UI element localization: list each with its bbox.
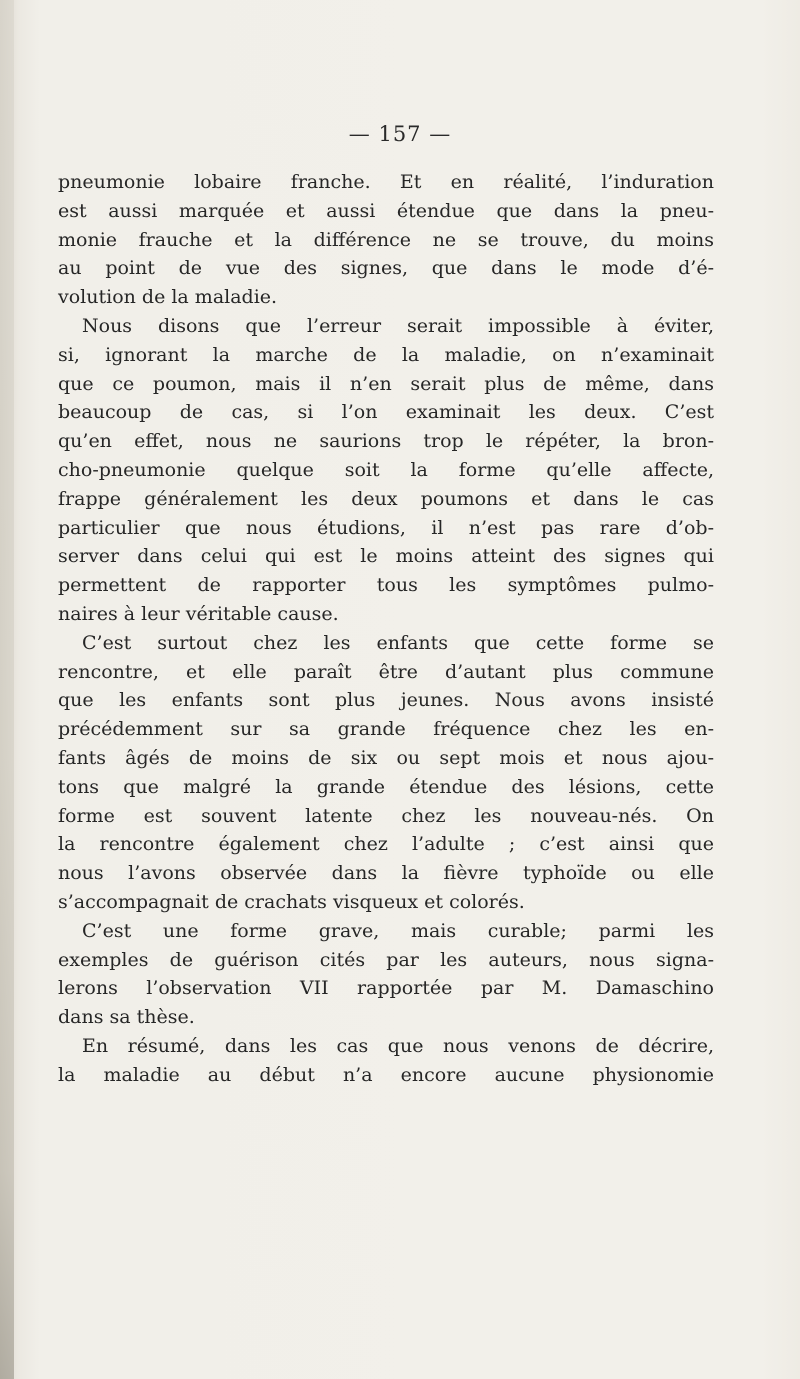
text-line: server dans celui qui est le moins atteint des signes qui bbox=[58, 545, 714, 568]
text-line: volution de la maladie. bbox=[58, 286, 278, 309]
text-line: qu’en effet, nous ne saurions trop le répéter, la bron- bbox=[58, 430, 714, 453]
text-line: Nous disons que l’erreur serait impossible à éviter, bbox=[82, 314, 714, 337]
text-line: tons que malgré la grande étendue des lésions, cette bbox=[58, 775, 714, 798]
text-line: la maladie au début n’a encore aucune physionomie bbox=[58, 1063, 714, 1086]
body-text bbox=[58, 168, 714, 1090]
text-line: s’accompagnait de crachats visqueux et colorés. bbox=[58, 890, 525, 913]
text-line: forme est souvent latente chez les nouveau-nés. On bbox=[58, 804, 714, 827]
text-line: frappe généralement les deux poumons et dans le cas bbox=[58, 487, 714, 510]
text-line: C’est surtout chez les enfants que cette forme se bbox=[82, 631, 714, 654]
text-line: C’est une forme grave, mais curable; parmi les bbox=[82, 919, 714, 942]
text-line: particulier que nous étudions, il n’est pas rare d’ob- bbox=[58, 516, 714, 539]
text-line: dans sa thèse. bbox=[58, 1006, 195, 1029]
text-line: En résumé, dans les cas que nous venons de décrire, bbox=[82, 1034, 714, 1057]
text-line: permettent de rapporter tous les symptômes pulmo- bbox=[58, 574, 714, 597]
text-line: est aussi marquée et aussi étendue que dans la pneu- bbox=[58, 199, 714, 222]
text-line: que ce poumon, mais il n’en serait plus de même, dans bbox=[58, 372, 714, 395]
text-line: que les enfants sont plus jeunes. Nous avons insisté bbox=[58, 689, 714, 712]
text-line: si, ignorant la marche de la maladie, on n’examinait bbox=[58, 343, 714, 366]
text-line: fants âgés de moins de six ou sept mois et nous ajou- bbox=[58, 746, 714, 769]
text-line: lerons l’observation VII rapportée par M. Damaschino bbox=[58, 977, 714, 1000]
text-line: rencontre, et elle paraît être d’autant plus commune bbox=[58, 660, 714, 683]
text-line: exemples de guérison cités par les auteurs, nous signa- bbox=[58, 948, 714, 971]
text-line: monie frauche et la différence ne se trouve, du moins bbox=[58, 228, 714, 251]
text-line: précédemment sur sa grande fréquence chez les en- bbox=[58, 718, 714, 741]
text-line: la rencontre également chez l’adulte ; c’est ainsi que bbox=[58, 833, 714, 856]
text-line: cho-pneumonie quelque soit la forme qu’elle affecte, bbox=[58, 458, 714, 481]
page-number: — 157 — bbox=[348, 122, 452, 146]
text-line: pneumonie lobaire franche. Et en réalité, l’induration bbox=[58, 171, 714, 193]
text-line: naires à leur véritable cause. bbox=[58, 602, 339, 625]
text-line: beaucoup de cas, si l’on examinait les deux. C’est bbox=[58, 401, 714, 424]
text-line: nous l’avons observée dans la fièvre typhoïde ou elle bbox=[58, 862, 714, 885]
text-line: au point de vue des signes, que dans le mode d’é- bbox=[58, 257, 714, 280]
page-binding-edge bbox=[0, 0, 14, 1379]
